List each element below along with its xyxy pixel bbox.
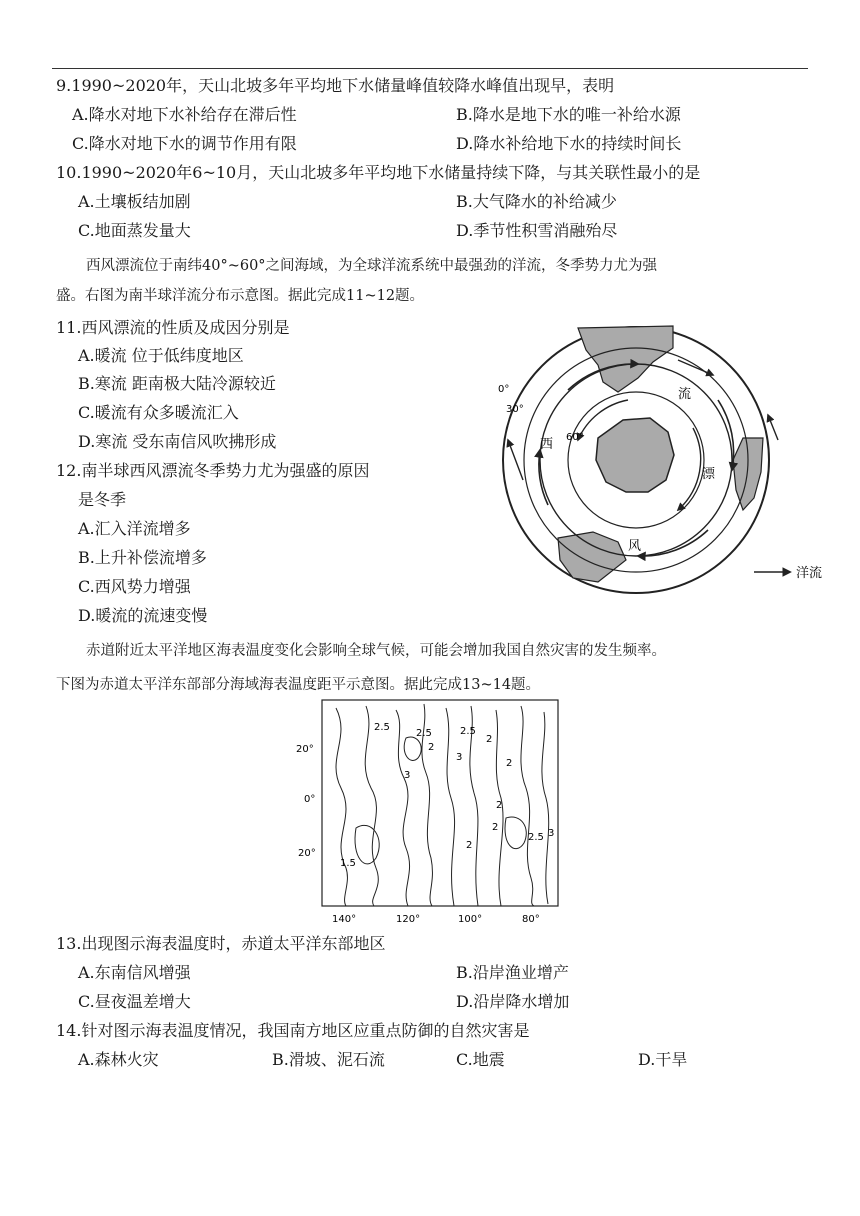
q12-stem-line2: 是冬季 [78,490,127,509]
contour-value: 1.5 [340,858,356,869]
intro2-line1: 赤道附近太平洋地区海表温度变化会影响全球气候，可能会增加我国自然灾害的发生频率。 [86,643,666,659]
contour-value: 2 [506,758,513,769]
q14-option-c: C.地震 [456,1050,505,1069]
q10-option-d: D.季节性积雪消融殆尽 [456,221,618,240]
q14-option-a: A.森林火灾 [78,1050,159,1069]
q9-stem: 9.1990~2020年，天山北坡多年平均地下水储量峰值较降水峰值出现早，表明 [56,76,615,95]
contour-value: 3 [456,752,463,763]
lon-label-100: 100° [458,914,483,925]
lat-label-0: 0° [498,384,510,395]
q14-option-b: B.滑坡、泥石流 [272,1050,385,1069]
q10-option-a: A.土壤板结加剧 [78,192,191,211]
lat-label-20s: 20° [298,848,316,859]
contour-value: 2 [492,822,499,833]
q11-option-d: D.寒流 受东南信风吹拂形成 [78,432,277,451]
q10-stem: 10.1990~2020年6~10月，天山北坡多年平均地下水储量持续下降，与其关联性最小的是 [56,163,701,182]
q9-option-a: A.降水对地下水补给存在滞后性 [72,105,297,124]
lon-label-120: 120° [396,914,421,925]
lat-label-0: 0° [304,794,316,805]
sst-anomaly-contour-map [296,698,566,926]
current-label-char: 漂 [702,467,716,482]
current-label-char: 流 [678,387,692,402]
q11-option-c: C.暖流有众多暖流汇入 [78,403,239,422]
q13-option-d: D.沿岸降水增加 [456,992,570,1011]
q11-option-b: B.寒流 距南极大陆冷源较近 [78,374,276,393]
current-arrow [768,415,778,440]
contour-value: 2 [496,800,503,811]
contour-value: 2 [486,734,493,745]
contour-value: 2.5 [460,726,476,737]
q13-option-c: C.昼夜温差增大 [78,992,191,1011]
intro1-line1: 西风漂流位于南纬40°~60°之间海域，为全球洋流系统中最强劲的洋流，冬季势力尤为强 [86,258,658,274]
q14-option-d: D.干旱 [638,1050,688,1069]
q14-stem: 14.针对图示海表温度情况，我国南方地区应重点防御的自然灾害是 [56,1021,530,1040]
q9-option-d: D.降水补给地下水的持续时间长 [456,134,682,153]
southern-hemisphere-current-map [478,320,848,600]
q9-option-b: B.降水是地下水的唯一补给水源 [456,105,681,124]
intro2-line2: 下图为赤道太平洋东部部分海域海表温度距平示意图。据此完成13~14题。 [56,677,541,693]
q12-option-a: A.汇入洋流增多 [78,519,191,538]
current-label-char: 西 [540,437,554,452]
intro1-line2: 盛。右图为南半球洋流分布示意图。据此完成11~12题。 [56,288,425,304]
top-rule [52,68,808,69]
legend-label: 洋流 [796,566,823,581]
contour-value: 3 [548,828,555,839]
contour-value: 3 [404,770,411,781]
contour-value: 2 [466,840,473,851]
q12-option-d: D.暖流的流速变慢 [78,606,208,625]
contour-value: 2.5 [416,728,432,739]
q12-stem-line1: 12.南半球西风漂流冬季势力尤为强盛的原因 [56,461,370,480]
contour-value: 2.5 [528,832,544,843]
contour-value: 2 [428,742,435,753]
q13-option-b: B.沿岸渔业增产 [456,963,569,982]
q12-option-b: B.上升补偿流增多 [78,548,207,567]
lon-label-80: 80° [522,914,540,925]
q11-option-a: A.暖流 位于低纬度地区 [78,346,244,365]
q10-option-c: C.地面蒸发量大 [78,221,191,240]
lat-label-30: 30° [506,404,524,415]
lat-label-60: 60° [566,432,584,443]
q9-option-c: C.降水对地下水的调节作用有限 [72,134,297,153]
contour-value: 2.5 [374,722,390,733]
lat-label-20n: 20° [296,744,314,755]
q10-option-b: B.大气降水的补给减少 [456,192,617,211]
q11-stem: 11.西风漂流的性质及成因分别是 [56,318,290,337]
current-label-char: 风 [628,539,642,554]
lon-label-140: 140° [332,914,357,925]
q12-option-c: C.西风势力增强 [78,577,191,596]
q13-stem: 13.出现图示海表温度时，赤道太平洋东部地区 [56,934,386,953]
q13-option-a: A.东南信风增强 [78,963,191,982]
